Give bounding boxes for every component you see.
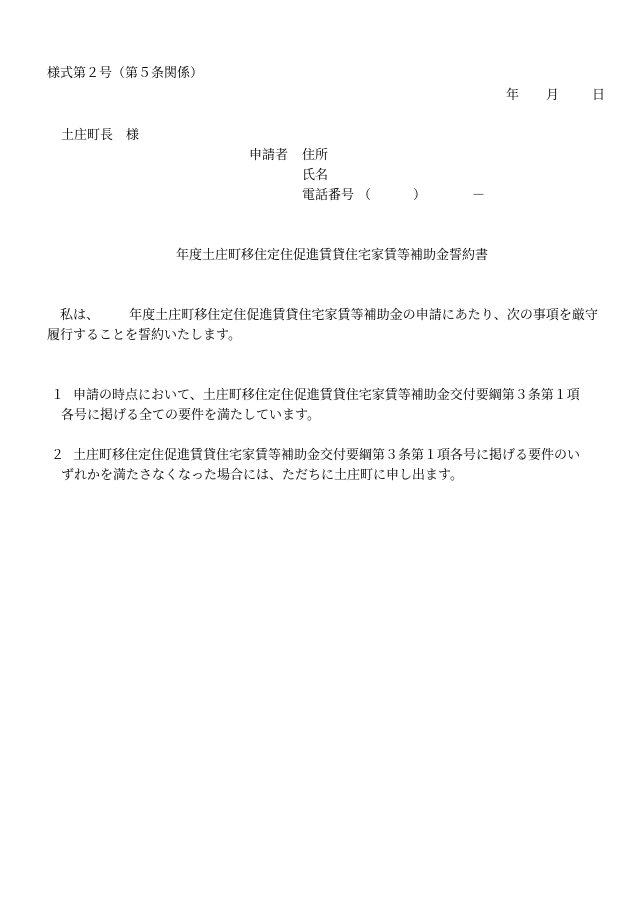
phone-paren-open: （ xyxy=(358,188,372,203)
phone-label: 電話番号 xyxy=(302,188,355,203)
document-title: 年度土庄町移住定住促進賃貸住宅家賃等補助金誓約書 xyxy=(176,248,489,263)
pledge-item xyxy=(47,446,598,486)
statement-prefix: 私は、 xyxy=(60,308,100,323)
applicant-label: 申請者 xyxy=(249,148,289,163)
name-label: 氏名 xyxy=(302,168,329,183)
pledge-statement xyxy=(47,306,598,346)
item-number: １ xyxy=(51,388,65,403)
form-number: 様式第２号（第５条関係） xyxy=(47,66,204,81)
pledge-item xyxy=(47,386,598,426)
item-line2: ずれかを満たさなくなった場合には、ただちに土庄町に申し出ます。 xyxy=(61,468,463,483)
addressee: 土庄町長 様 xyxy=(61,128,140,143)
phone-line xyxy=(302,188,485,204)
item-line1: 申請の時点において、土庄町移住定住促進賃貸住宅家賃等補助金交付要綱第３条第１項 xyxy=(73,388,580,403)
item-number: ２ xyxy=(51,448,65,463)
phone-dash: － xyxy=(472,188,486,203)
statement-text: 年度土庄町移住定住促進賃貸住宅家賃等補助金の申請にあたり、次の事項を厳守履行することを誓約いたします。 xyxy=(47,308,598,343)
item-line2: 各号に掲げる全ての要件を満たしています。 xyxy=(61,408,320,423)
date-year-label: 年 xyxy=(506,88,520,103)
phone-paren-close: ） xyxy=(413,188,427,203)
date-line xyxy=(506,88,605,104)
address-label: 住所 xyxy=(302,148,329,163)
date-month-label: 月 xyxy=(546,88,560,103)
item-line1: 土庄町移住定住促進賃貸住宅家賃等補助金交付要綱第３条第１項各号に掲げる要件のい xyxy=(73,448,581,463)
date-day-label: 日 xyxy=(592,88,606,103)
